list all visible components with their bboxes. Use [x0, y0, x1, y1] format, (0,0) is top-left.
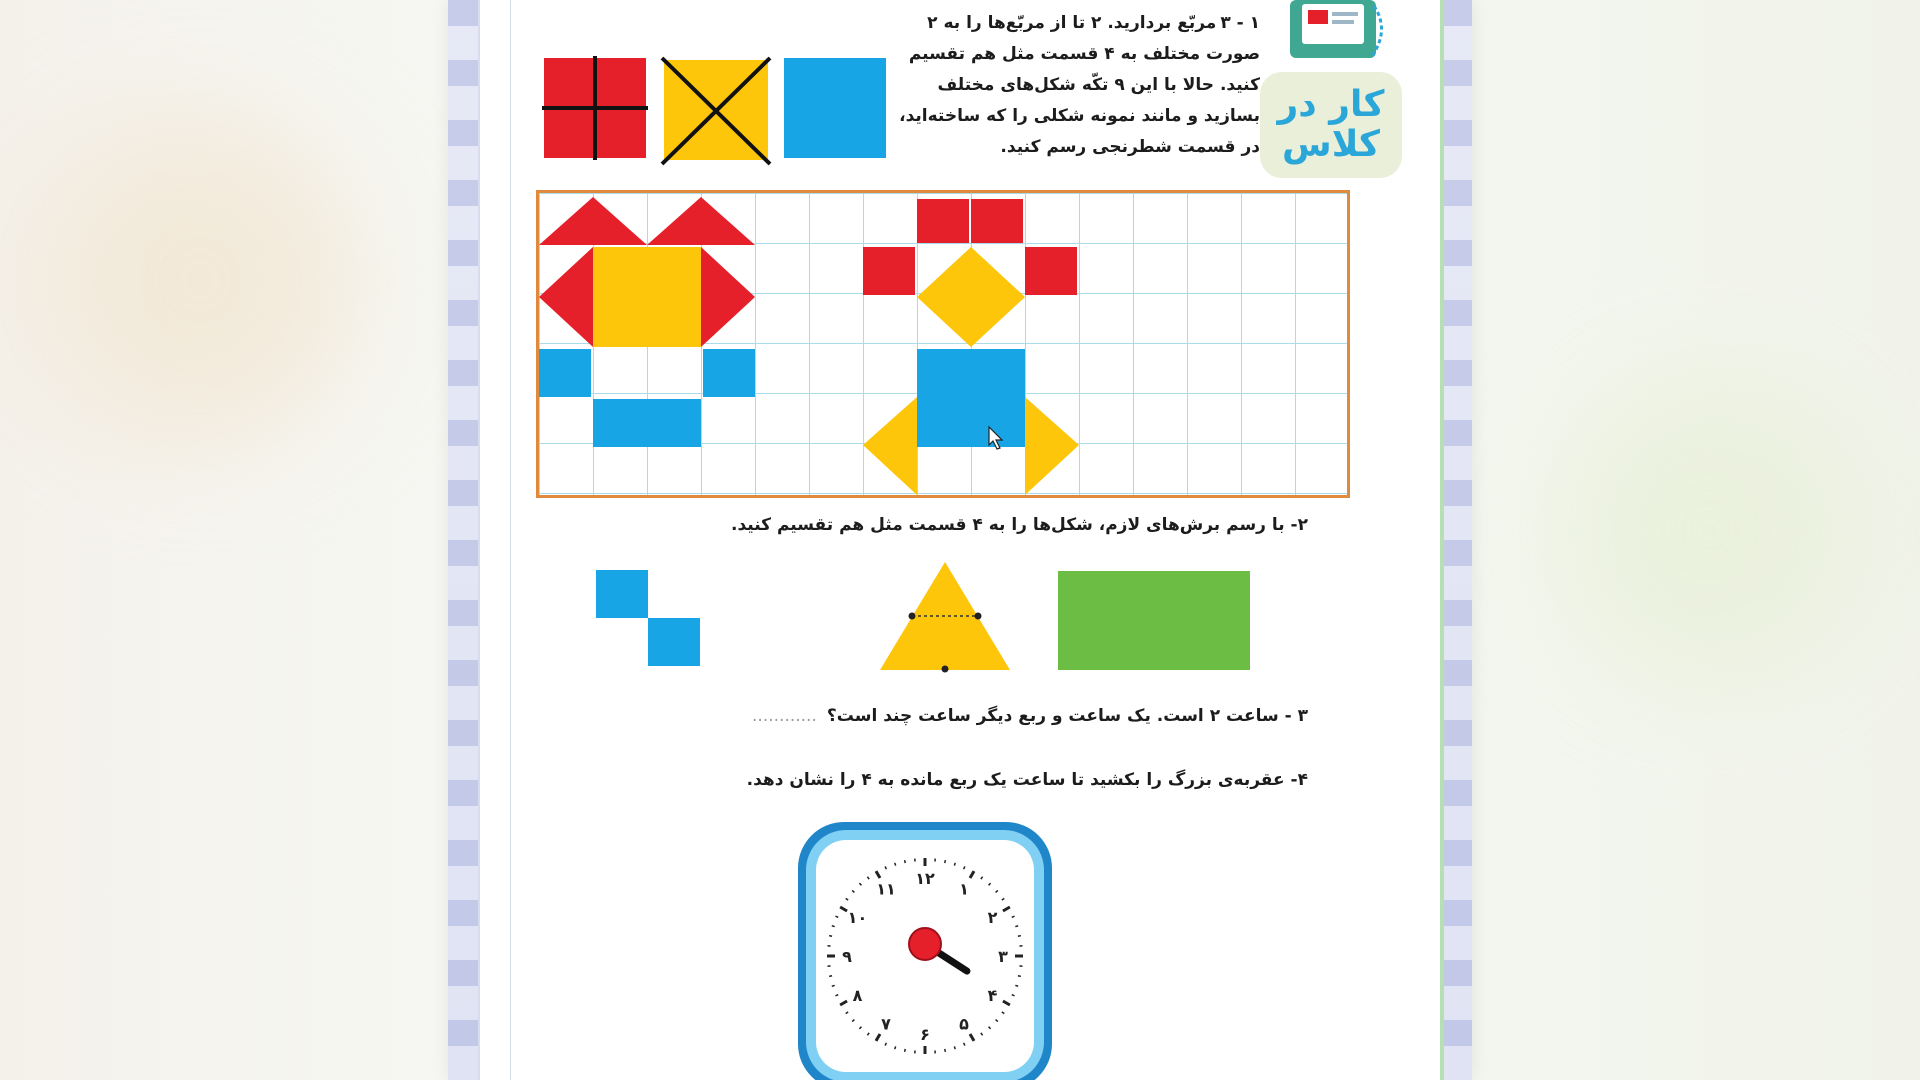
- clock-tick: [954, 863, 955, 866]
- red-triangle: [539, 197, 647, 245]
- answer-blank[interactable]: ............: [752, 706, 817, 726]
- red-square-plus-cut: [542, 56, 648, 160]
- blue-rectangle: [593, 399, 701, 447]
- workbook-page: [448, 0, 1472, 1080]
- blue-square: [703, 349, 755, 397]
- grid-drawing-area[interactable]: [536, 190, 1350, 498]
- blue-square-large: [917, 349, 1025, 447]
- red-triangle: [647, 197, 755, 245]
- clock-tick: [905, 1049, 906, 1052]
- exercise-3-question: ۳ - ساعت ۲ است. یک ساعت و ربع دیگر ساعت چند است؟: [826, 706, 1308, 726]
- page-margin-line: [510, 0, 511, 1080]
- clock-numeral: ۱۲: [915, 869, 935, 888]
- badge-line-1: کار در: [1277, 84, 1385, 125]
- yellow-square-x-cut: [660, 56, 772, 166]
- clock-tick: [905, 860, 906, 863]
- clock[interactable]: [794, 818, 1056, 1080]
- clock-center-cap: [909, 928, 941, 960]
- clock-numeral: ۶: [920, 1025, 930, 1044]
- exercise-1-line-1: مربّع بردارید. ۲ تا از مربّع‌ها را به ۲ صورت مختلف به ۴ قسمت مثل هم تقسیم: [908, 13, 1260, 64]
- yellow-diamond: [917, 247, 1025, 347]
- clock-tick: [1018, 936, 1021, 937]
- clock-tick: [945, 1049, 946, 1052]
- clock-tick: [895, 1046, 896, 1049]
- red-triangle: [701, 247, 755, 347]
- clock-numeral: ۳: [998, 947, 1008, 966]
- blue-square: [784, 58, 886, 158]
- clock-numeral: ۸: [852, 986, 863, 1005]
- exercise-1-line-4: در قسمت شطرنجی رسم کنید.: [1000, 137, 1260, 157]
- clock-numeral: ۱۱: [876, 879, 896, 899]
- clock-numeral: ۱۰: [847, 908, 868, 927]
- exercise-2-text: ۲- با رسم برش‌های لازم، شکل‌ها را به ۴ قسمت مثل هم تقسیم کنید.: [731, 515, 1308, 535]
- clock-tick: [1015, 926, 1018, 927]
- blue-step-shape[interactable]: [594, 568, 704, 670]
- clock-numeral: ۷: [881, 1014, 891, 1034]
- clock-numeral: ۹: [842, 947, 852, 966]
- badge-line-2: کلاس: [1282, 124, 1380, 165]
- red-square: [1025, 247, 1077, 295]
- grid-shapes: [539, 193, 1347, 495]
- right-decorative-border: [1440, 0, 1472, 1080]
- left-decorative-border: [448, 0, 480, 1080]
- blue-square: [539, 349, 591, 397]
- clock-tick: [832, 985, 835, 986]
- clock-numeral: ۱: [959, 879, 969, 899]
- notebook-icon: [1278, 0, 1388, 64]
- yellow-triangle: [1025, 397, 1079, 495]
- exercise-1-number: ۱ - ۳: [1220, 13, 1260, 33]
- clock-tick: [829, 936, 832, 937]
- exercise-1-line-3: بسازید و مانند نمونه شکلی را که ساخته‌اید،: [899, 106, 1260, 126]
- clock-tick: [832, 926, 835, 927]
- clock-tick: [954, 1046, 955, 1049]
- clock-tick: [945, 860, 946, 863]
- clock-tick: [1018, 976, 1021, 977]
- yellow-square: [593, 247, 701, 347]
- clock-numeral: ۵: [959, 1014, 969, 1034]
- red-square: [863, 247, 915, 295]
- green-rectangle-shape[interactable]: [1058, 571, 1250, 670]
- red-square: [971, 199, 1023, 243]
- class-work-badge: [1260, 72, 1402, 178]
- red-triangle: [539, 247, 593, 347]
- clock-tick: [895, 863, 896, 866]
- yellow-triangle-shape[interactable]: [878, 560, 1012, 674]
- clock-face: [794, 818, 1056, 1080]
- yellow-triangle: [863, 397, 917, 495]
- clock-tick: [829, 976, 832, 977]
- exercise-1-text: [890, 8, 1260, 163]
- clock-numeral: ۴: [987, 986, 998, 1005]
- exercise-1-line-2: کنید. حالا با این ۹ تکّه شکل‌های مختلف: [937, 75, 1260, 95]
- clock-numeral: ۲: [987, 908, 998, 927]
- exercise-3-text: [608, 706, 1308, 726]
- red-square: [917, 199, 969, 243]
- clock-tick: [1015, 985, 1018, 986]
- exercise-4-text: ۴- عقربه‌ی بزرگ را بکشید تا ساعت یک ربع مانده به ۴ را نشان دهد.: [746, 770, 1308, 790]
